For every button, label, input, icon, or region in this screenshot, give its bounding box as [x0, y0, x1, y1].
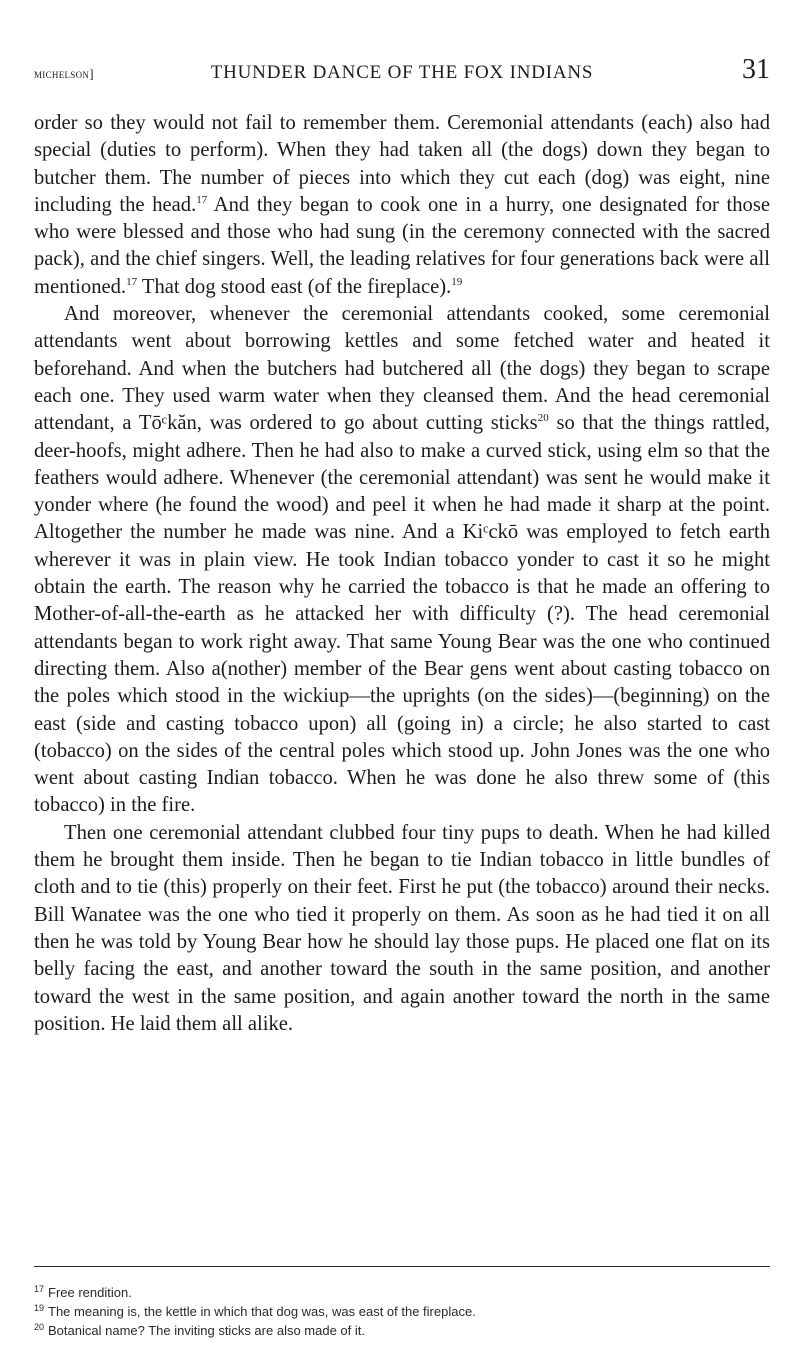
footnote-text: Botanical name? The inviting sticks are also made of it.: [48, 1323, 365, 1338]
footnote-19: [34, 1302, 770, 1321]
footnotes: [34, 1283, 770, 1340]
footnote-number: 19: [34, 1302, 45, 1313]
footnote-text: The meaning is, the kettle in which that dog was, was east of the fireplace.: [48, 1304, 476, 1319]
footnote-number: 17: [34, 1283, 45, 1294]
paragraph-3: [34, 820, 770, 1038]
text-run: Then one ceremonial attendant clubbed four tiny pups to death. When he had killed them he brought them inside. Then he began to tie Indian tobacco in little bundles of cloth and to tie (this) properly on their feet. First he put (the tobacco) around their necks. Bill Wanatee was the one who tied it properly on them. As soon as he had tied it on all then he was told by Young Bear how he should lay those pups. He placed one flat on its belly facing the east, and another toward the south in the same position, and another toward the west in the same position, and again another toward the north in the same position. He laid them all alike.: [34, 821, 770, 1035]
text-run: And they began to cook one in a hurry, one designated for those who were blessed and those who had sung (in the ceremony connected with the sacred pack), and the chief singers. Well, the leading relatives for four generations back were all mentioned.: [34, 193, 770, 298]
footnote-ref: 20: [537, 412, 549, 425]
footnote-20: [34, 1321, 770, 1340]
footnote-separator: [34, 1266, 770, 1267]
footnote-ref: 17: [126, 275, 138, 288]
footnote-ref: 17: [196, 194, 208, 207]
footnote-17: [34, 1283, 770, 1302]
page-number: 31: [742, 54, 770, 85]
text-run: order so they would not fail to remember them. Ceremonial attendants (each) also had special (duties to perform). When they had taken all (the dogs) down they began to butcher them. The number of pieces into which they cut each (dog) was eight, nine including the head.: [34, 112, 770, 216]
footnote-number: 20: [34, 1321, 45, 1332]
running-head: [34, 56, 770, 90]
title-running-head: THUNDER DANCE OF THE FOX INDIANS: [210, 62, 594, 83]
footnote-ref: 19: [451, 275, 463, 288]
paragraph-2: [34, 301, 770, 820]
paragraph-1: [34, 110, 770, 301]
text-run: And moreover, whenever the ceremonial attendants cooked, some ceremonial attendants went about borrowing kettles and some fetched water and heated it beforehand. And when the butchers had butchered all (the dogs) they began to scrape each one. They used warm water when they cleansed them. And the head ceremonial attendant, a Tōᶜkăn, was ordered to go about cutting sticks: [34, 303, 770, 435]
author-running-head: michelson]: [34, 66, 94, 81]
text-run: That dog stood east (of the fireplace).: [137, 275, 452, 298]
text-run: so that the things rattled, deer-hoofs, might adhere. Then he had also to make a curved stick, using elm so that the feathers would adhere. Whenever (the ceremonial attendant) was sent he would make it yonder where (he found the wood) and peel it when he had made it sharp at the point. Altogether the number he made was nine. And a Kiᶜckō was employed to fetch earth wherever it was in plain view. He took Indian tobacco yonder to cast it so he might obtain the earth. The reason why he carried the tobacco is that he made an offering to Mother-of-all-the-earth as he attacked her with difficulty (?). The head ceremonial attendants began to work right away. That same Young Bear was the one who continued directing them. Also a(nother) member of the Bear gens went about casting tobacco on the poles which stood in the wickiup—the uprights (on the sides)—(beginning) on the east (side and casting tobacco upon) all (going in) a circle; he also started to cast (tobacco) on the sides of the central poles which stood up. John Jones was the one who went about casting Indian tobacco. When he was done he also threw some of (this tobacco) in the fire.: [34, 412, 770, 817]
body-text: [34, 110, 770, 1038]
footnote-text: Free rendition.: [48, 1285, 132, 1300]
